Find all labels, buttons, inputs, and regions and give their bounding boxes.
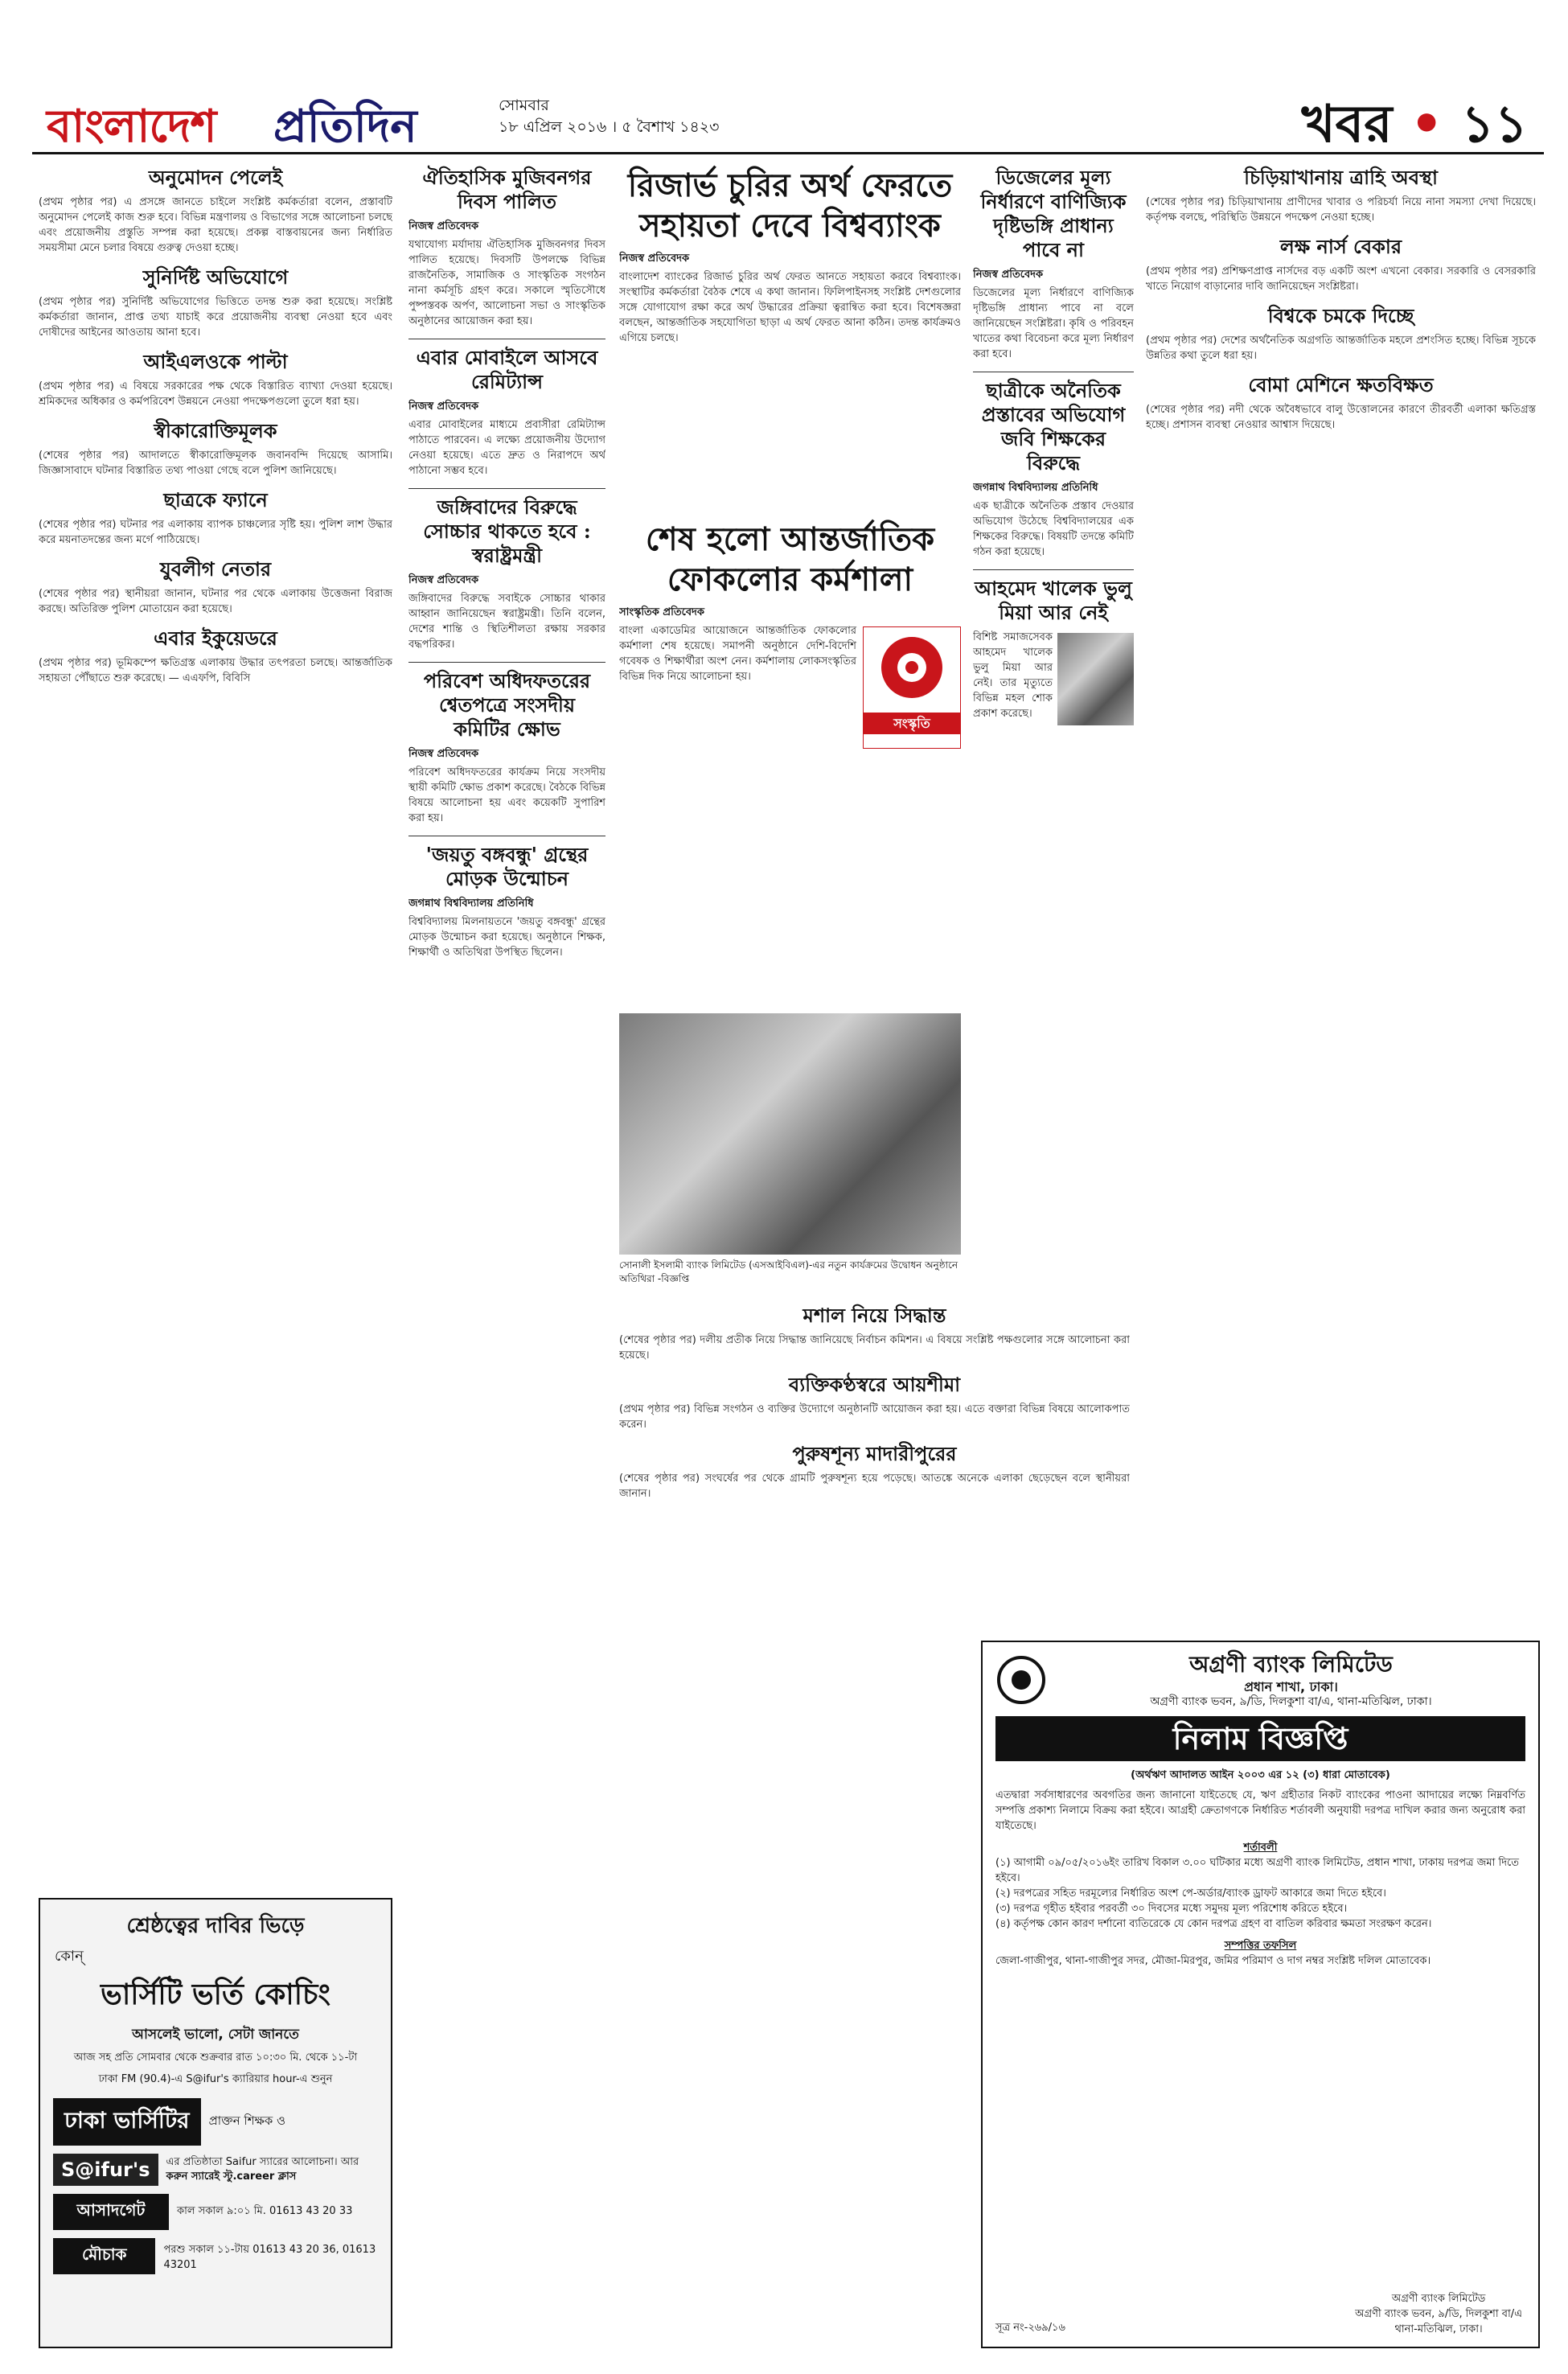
article-body: (প্রথম পৃষ্ঠার পর) এ প্রসঙ্গে জানতে চাইলে সংশ্লিষ্ট কর্মকর্তারা বলেন, প্রস্তাবটি অনুমোদন পেলেই কাজ শুরু হবে। বিভিন্ন মন্ত্রণালয় ও বিভাগের সঙ্গে আলোচনা চলছে এবং প্রয়োজনীয় প্রস্তুতি সম্পন্ন করা হয়েছে। প্রকল্প বাস্তবায়নের জন্য নির্ধারিত সময়সীমা মেনে চলার বিষয়ে গুরুত্ব দেওয়া হচ্ছে। [39,196,392,254]
article [408,669,605,826]
article-byline: নিজস্ব প্রতিবেদক [973,269,1044,281]
column-4 [973,161,1134,1295]
article-body: (শেষের পৃষ্ঠার পর) সংঘর্ষের পর থেকে গ্রামটি পুরুষশূন্য হয়ে পড়েছে। আতঙ্কে অনেকে এলাকা ছেড়েছেন বলে স্থানীয়রা জানান। [619,1472,1130,1500]
divider [408,488,605,489]
article [39,419,392,478]
article-headline: 'জয়তু বঙ্গবন্ধু' গ্রন্থের মোড়ক উন্মোচন [425,843,589,890]
signatory-block [1355,2291,1522,2337]
issue-info [499,95,720,138]
article-byline: নিজস্ব প্রতিবেদক [408,748,479,760]
article [39,166,392,256]
property-schedule: জেলা-গাজীপুর, থানা-গাজীপুর সদর, মৌজা-মিরপুর, জমির পরিমাণ ও দাগ নম্বর সংশ্লিষ্ট দলিল মোতাবেক। [995,1955,1431,1967]
article [973,577,1134,721]
ad-branch-2-info: পরশু সকাল ১১-টায় 01613 43 20 36, 01613 43201 [163,2243,376,2271]
article-body: (প্রথম পৃষ্ঠার পর) এ বিষয়ে সরকারের পক্ষ থেকে বিস্তারিত ব্যাখ্যা দেওয়া হয়েছে। শ্রমিকদের অধিকার ও কর্মপরিবেশ উন্নয়নে নেওয়া পদক্ষেপগুলো তুলে ধরা হয়। [39,380,392,408]
column-5 [1146,161,1536,1287]
article-body: (প্রথম পৃষ্ঠার পর) ভূমিকম্পে ক্ষতিগ্রস্ত এলাকায় উদ্ধার তৎপরতা চলছে। আন্তর্জাতিক সহায়তা পৌঁছাতে শুরু করেছে। — এএফপি, বিবিসি [39,657,392,684]
article-headline: যুবলীগ নেতার [159,557,272,581]
article-headline: পরিবেশ অধিদফতরের শ্বেতপত্রে সংসদীয় কমিটির ক্ষোভ [423,669,591,741]
newspaper-logo-part1: বাংলাদেশ [47,100,216,153]
article-headline: লক্ষ নার্স বেকার [1279,235,1402,258]
article-headline: জঙ্গিবাদের বিরুদ্ধে সোচ্চার থাকতে হবে : স্বরাষ্ট্রমন্ত্রী [423,495,591,567]
ad-schedule: আজ সহ প্রতি সোমবার থেকে শুক্রবার রাত ১০:৩০ মি. থেকে ১১-টা [73,2052,358,2064]
ad-kon: কোন্‌ [55,1948,84,1965]
term-item: (২) দরপত্রের সহিত দরমূল্যের নির্ধারিত অংশ পে-অর্ডার/ব্যাংক ড্রাফট আকারে জমা দিতে হইবে। [995,1887,1386,1900]
newspaper-logo-part2: প্রতিদিন [273,100,417,153]
article-byline: সাংস্কৃতিক প্রতিবেদক [619,606,704,618]
article-body: (প্রথম পৃষ্ঠার পর) দেশের অর্থনৈতিক অগ্রগতি আন্তর্জাতিক মহলে প্রশংসিত হচ্ছে। বিভিন্ন সূচকে উন্নতির কথা তুলে ধরা হয়। [1146,335,1536,362]
article [1146,373,1536,433]
terms-list [995,1855,1525,1932]
article [408,843,605,960]
section-name: খবর [1301,94,1393,154]
issue-date: ১৮ এপ্রিল ২০১৬ । ৫ বৈশাখ ১৪২৩ [499,118,720,136]
term-item: (৩) দরপত্র গৃহীত হইবার পরবর্তী ৩০ দিবসের মধ্যে সমুদয় মূল্য পরিশোধ করিতে হইবে। [995,1903,1348,1915]
article [39,265,392,340]
article-headline: অনুমোদন পেলেই [148,166,283,189]
divider [973,569,1134,570]
term-item: (১) আগামী ০৯/০৫/২০১৬ইং তারিখ বিকাল ৩.০০ ঘটিকার মধ্যে অগ্রণী ব্যাংক লিমিটেড, প্রধান শাখা, ঢাকায় দরপত্র জমা দিতে হইবে। [995,1857,1520,1884]
notice-law: (অর্থঋণ আদালত আইন ২০০৩ এর ১২ (৩) ধারা মোতাবেক) [1131,1769,1390,1781]
article-byline: জগন্নাথ বিশ্ববিদ্যালয় প্রতিনিধি [973,482,1098,494]
ad-cta: করুন স্যারেই স্টু.career ক্লাস [166,2171,297,2183]
article [1146,166,1536,225]
notice-intro: এতদ্বারা সর্বসাধারণের অবগতির জন্য জানানো যাইতেছে যে, ঋণ গ্রহীতার নিকট ব্যাংকের পাওনা আদায়ের লক্ষ্যে নিম্নবর্ণিত সম্পত্তি প্রকাশ্য নিলামে বিক্রয় করা হইবে। আগ্রহী ক্রেতাগণকে নির্ধারিত শর্তাবলী অনুযায়ী দরপত্র দাখিল করার জন্য অনুরোধ করা যাইতেছে। [995,1789,1525,1832]
notice-reference: সূত্র নং-২৬৯/১৬ [995,2322,1065,2334]
lead-headline: রিজার্ভ চুরির অর্থ ফেরতে সহায়তা দেবে বিশ্বব্যাংক [627,166,953,244]
schedule-title: সম্পত্তির তফসিল [1224,1940,1297,1952]
folklore-story [619,515,961,1005]
culture-logo [863,626,961,749]
article [39,350,392,409]
column-2 [408,161,605,2332]
culture-emblem-icon [876,627,948,708]
article [39,557,392,617]
ad-branch-2: মৌচাক [53,2238,155,2274]
article-body: (প্রথম পৃষ্ঠার পর) বিভিন্ন সংগঠন ও ব্যক্তির উদ্যোগে অনুষ্ঠানটি আয়োজন করা হয়। এতে বক্তারা বিভিন্ন বিষয়ে আলোকপাত করেন। [619,1403,1130,1431]
article-body: ডিজেলের মূল্য নির্ধারণে বাণিজ্যিক দৃষ্টিভঙ্গি প্রাধান্য পাবে না বলে জানিয়েছেন সংশ্লিষ্টরা। কৃষি ও পরিবহন খাতের কথা বিবেচনা করে মূল্য নির্ধারণ করা হবে। [973,287,1134,360]
article-headline: স্বীকারোক্তিমূলক [154,419,277,442]
article-byline: নিজস্ব প্রতিবেদক [408,400,479,413]
article-body: বিশিষ্ট সমাজসেবক আহমেদ খালেক ভুলু মিয়া আর নেই। তার মৃত্যুতে বিভিন্ন মহল শোক প্রকাশ করেছে। [973,631,1053,720]
article-body: (প্রথম পৃষ্ঠার পর) প্রশিক্ষণপ্রাপ্ত নার্সদের বড় একটি অংশ এখনো বেকার। সরকারি ও বেসরকারি খাতে নিয়োগ বাড়ানোর দাবি জানিয়েছেন সংশ্লিষ্টরা। [1146,265,1536,293]
article-headline: ছাত্রকে ফ্যানে [163,488,268,511]
signatory-branch: অগ্রণী ব্যাংক ভবন, ৯/ডি, দিলকুশা বা/এ [1355,2308,1522,2320]
center-lower [619,1299,1130,1637]
column-1 [39,161,392,1673]
article-body: বাংলাদেশ ব্যাংকের রিজার্ভ চুরির অর্থ ফেরত আনতে সহায়তা করবে বিশ্বব্যাংক। সংস্থাটির কর্মকর্তারা বৈঠক শেষে এ কথা জানান। ফিলিপাইনসহ সংশ্লিষ্ট দেশগুলোর সঙ্গে যোগাযোগ রক্ষা করে অর্থ উদ্ধারের প্রক্রিয়া ত্বরান্বিত করা হবে। বিশেষজ্ঞরা বলছেন, আন্তর্জাতিক সহযোগিতা ছাড়া এ অর্থ ফেরত আনা কঠিন। তদন্ত কার্যক্রমও এগিয়ে চলছে। [619,271,961,344]
weekday: সোমবার [499,97,549,114]
article [39,488,392,548]
article-body: জঙ্গিবাদের বিরুদ্ধে সবাইকে সোচ্চার থাকার আহ্বান জানিয়েছেন স্বরাষ্ট্রমন্ত্রী। তিনি বলেন, দেশের শান্তি ও স্থিতিশীলতা রক্ষায় সরকার বদ্ধপরিকর। [408,593,605,651]
article-body: (প্রথম পৃষ্ঠার পর) সুনির্দিষ্ট অভিযোগের ভিত্তিতে তদন্ত শুরু করা হয়েছে। সংশ্লিষ্ট কর্মকর্তারা জানান, প্রাপ্ত তথ্য যাচাই করে প্রয়োজনীয় ব্যবস্থা নেওয়া হবে এবং দোষীদের আইনের আওতায় আনা হবে। [39,296,392,339]
article-headline: শেষ হলো আন্তর্জাতিক ফোকলোর কর্মশালা [645,520,935,598]
ad-radio: ঢাকা FM (90.4)-এ S@ifur's ক্যারিয়ার hour-এ শুনুন [98,2073,333,2085]
article-byline: জগন্নাথ বিশ্ববিদ্যালয় প্রতিনিধি [408,897,534,910]
ad-brand-logo: S@ifur's [53,2154,158,2186]
lead-story [619,161,961,499]
article-body: (শেষের পৃষ্ঠার পর) চিড়িয়াখানায় প্রাণীদের খাবার ও পরিচর্যা নিয়ে নানা সমস্যা দেখা দিয়েছে। কর্তৃপক্ষ বলছে, পরিস্থিতি উন্নয়নে পদক্ষেপ নেওয়া হচ্ছে। [1146,196,1536,224]
article [619,1442,1130,1501]
article [408,346,605,478]
obituary-portrait [1057,633,1134,725]
section-header [1302,85,1528,171]
article-headline: এবার ইকুয়েডরে [154,626,277,650]
article-headline: ডিজেলের মূল্য নির্ধারণে বাণিজ্যিক দৃষ্টিভঙ্গি প্রাধান্য পাবে না [980,166,1127,261]
article [1146,304,1536,363]
article-headline: আইএলওকে পাল্টা [143,350,288,373]
bank-logo-icon [995,1654,1047,1706]
ad-title: ভার্সিটি ভর্তি কোচিং [101,1978,330,2011]
notice-title: নিলাম বিজ্ঞপ্তি [995,1716,1525,1761]
article [973,379,1134,560]
article-body: পরিবেশ অধিদফতরের কার্যক্রম নিয়ে সংসদীয় স্থায়ী কমিটি ক্ষোভ প্রকাশ করেছে। বৈঠকে বিভিন্ন বিষয়ে আলোচনা হয় এবং কয়েকটি সুপারিশ করা হয়। [408,766,605,824]
article-headline: চিড়িয়াখানায় ত্রাহি অবস্থা [1244,166,1438,189]
article-body: (শেষের পৃষ্ঠার পর) নদী থেকে অবৈধভাবে বালু উত্তোলনের কারণে তীরবর্তী এলাকা ক্ষতিগ্রস্ত হচ্ছে। প্রশাসন ব্যবস্থা নেওয়ার আশ্বাস দিয়েছে। [1146,404,1536,431]
article-headline: এবার মোবাইলে আসবে রেমিট্যান্স [416,346,598,393]
article-body: এবার মোবাইলের মাধ্যমে প্রবাসীরা রেমিট্যান্স পাঠাতে পারবেন। এ লক্ষ্যে প্রয়োজনীয় উদ্যোগ নেওয়া হয়েছে। এতে দ্রুত ও নিরাপদে অর্থ পাঠানো সম্ভব হবে। [408,419,605,477]
article-headline: বোমা মেশিনে ক্ষতবিক্ষত [1248,373,1434,396]
article [39,626,392,686]
article [1146,235,1536,294]
ad-tagline: আসলেই ভালো, সেটা জানতে [132,2027,299,2043]
article-headline: মশাল নিয়ে সিদ্ধান্ত [802,1304,946,1327]
masthead [32,80,1544,154]
article-body: যথাযোগ্য মর্যাদায় ঐতিহাসিক মুজিবনগর দিবস পালিত হয়েছে। দিবসটি উপলক্ষে বিভিন্ন রাজনৈতিক, সামাজিক ও সাংস্কৃতিক সংগঠন নানা কর্মসূচি গ্রহণ করে। সকালে স্মৃতিসৌধে পুষ্পস্তবক অর্পণ, আলোচনা সভা ও সাংস্কৃতিক অনুষ্ঠানের আয়োজন করা হয়। [408,239,605,327]
signatory-name: অগ্রণী ব্যাংক লিমিটেড [1391,2293,1486,2305]
article [408,495,605,652]
term-item: (৪) কর্তৃপক্ষ কোন কারণ দর্শানো ব্যতিরেকে যে কোন দরপত্র গ্রহণ বা বাতিল করিবার ক্ষমতা সংরক্ষণ করেন। [995,1918,1432,1930]
article-body: (শেষের পৃষ্ঠার পর) আদালতে স্বীকারোক্তিমূলক জবানবন্দি দিয়েছে আসামি। জিজ্ঞাসাবাদে ঘটনার বিস্তারিত তথ্য পাওয়া গেছে বলে পুলিশ জানিয়েছে। [39,450,392,477]
ad-dhaka: ঢাকা ভার্সিটির [53,2098,201,2146]
article [408,166,605,329]
ad-brand-note: এর প্রতিষ্ঠাতা Saifur স্যারের আলোচনা। আর [166,2156,359,2168]
article-body: এক ছাত্রীকে অনৈতিক প্রস্তাব দেওয়ার অভিযোগ উঠেছে বিশ্ববিদ্যালয়ের এক শিক্ষকের বিরুদ্ধে। বিষয়টি তদন্তে কমিটি গঠন করা হয়েছে। [973,500,1134,558]
article-body: বাংলা একাডেমির আয়োজনে আন্তর্জাতিক ফোকলোর কর্মশালা শেষ হয়েছে। সমাপনী অনুষ্ঠানে দেশি-বিদেশি গবেষক ও শিক্ষার্থীরা অংশ নেন। কর্মশালায় লোকসংস্কৃতির বিভিন্ন দিক নিয়ে আলোচনা হয়। [619,625,856,683]
ad-branch-1: আসাদগেট [53,2194,169,2230]
photo-caption: সোনালী ইসলামী ব্যাংক লিমিটেড (এসআইবিএল)-এর নতুন কার্যক্রমের উদ্বোধন অনুষ্ঠানে অতিথিরা -বিজ্ঞপ্তি [619,1259,958,1284]
bank-address: অগ্রণী ব্যাংক ভবন, ৯/ডি, দিলকুশা বা/এ, থানা-মতিঝিল, ঢাকা। [1150,1695,1432,1708]
article-body: (শেষের পৃষ্ঠার পর) স্থানীয়রা জানান, ঘটনার পর থেকে এলাকায় উত্তেজনা বিরাজ করছে। অতিরিক্ত পুলিশ মোতায়েন করা হয়েছে। [39,588,392,615]
article [619,1373,1130,1432]
page-number: ১১ [1460,94,1528,154]
event-photo [619,1013,961,1255]
terms-title: শর্তাবলী [1243,1842,1278,1854]
signatory-place: থানা-মতিঝিল, ঢাকা। [1394,2323,1483,2335]
article-headline: ঐতিহাসিক মুজিবনগর দিবস পালিত [422,166,592,213]
ad-tag: শ্রেষ্ঠত্বের দাবির ভিড়ে [126,1914,305,1938]
bank-auction-notice [981,1641,1540,2348]
article-byline: নিজস্ব প্রতিবেদক [408,574,479,586]
article-body: (শেষের পৃষ্ঠার পর) দলীয় প্রতীক নিয়ে সিদ্ধান্ত জানিয়েছে নির্বাচন কমিশন। এ বিষয়ে সংশ্লিষ্ট পক্ষগুলোর সঙ্গে আলোচনা করা হয়েছে। [619,1334,1130,1362]
ad-teacher: প্রাক্তন শিক্ষক ও [208,2113,286,2128]
article-headline: পুরুষশূন্য মাদারীপুরের [792,1442,957,1465]
article-headline: ব্যক্তিকণ্ঠস্বরে আয়শীমা [788,1373,961,1396]
article-byline: নিজস্ব প্রতিবেদক [619,253,690,265]
article-headline: বিশ্বকে চমকে দিচ্ছে [1267,304,1414,327]
culture-logo-label: সংস্কৃতি [864,713,960,734]
article [973,166,1134,362]
bank-name: অগ্রণী ব্যাংক লিমিটেড [1189,1651,1393,1678]
article-headline: সুনির্দিষ্ট অভিযোগে [142,265,289,289]
article-body: বিশ্ববিদ্যালয় মিলনায়তনে 'জয়তু বঙ্গবন্ধু' গ্রন্থের মোড়ক উন্মোচন করা হয়েছে। অনুষ্ঠানে শিক্ষক, শিক্ষার্থী ও অতিথিরা উপস্থিত ছিলেন। [408,916,605,959]
article [619,1304,1130,1363]
article-byline: নিজস্ব প্রতিবেদক [408,220,479,232]
ad-branch-1-info: কাল সকাল ৯:০১ মি. 01613 43 20 33 [177,2205,353,2217]
article-headline: ছাত্রীকে অনৈতিক প্রস্তাবের অভিযোগ জবি শিক্ষকের বিরুদ্ধে [981,379,1126,474]
article-body: (শেষের পৃষ্ঠার পর) ঘটনার পর এলাকায় ব্যাপক চাঞ্চল্যের সৃষ্টি হয়। পুলিশ লাশ উদ্ধার করে ময়নাতদন্তের জন্য মর্গে পাঠিয়েছে। [39,519,392,546]
bank-branch: প্রধান শাখা, ঢাকা। [1244,1679,1338,1694]
divider [408,662,605,663]
section-dot-icon: • [1410,94,1443,154]
coaching-advertisement [39,1898,392,2348]
article-headline: আহমেদ খালেক ভুলু মিয়া আর নেই [975,577,1132,624]
